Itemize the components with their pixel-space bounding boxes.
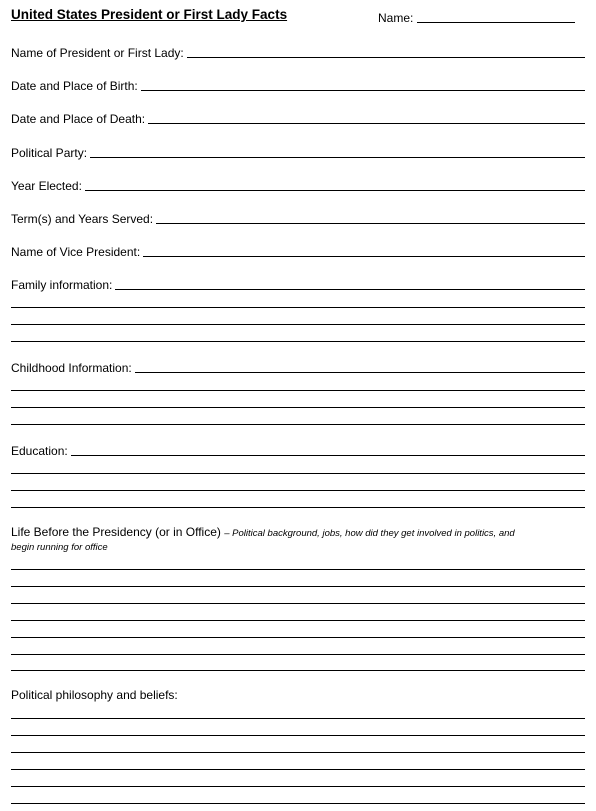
life-before-line[interactable] bbox=[11, 586, 585, 587]
education-line[interactable] bbox=[11, 507, 585, 508]
life-before-note-cont: begin running for office bbox=[11, 542, 108, 553]
family-line[interactable] bbox=[11, 341, 585, 342]
birth-field[interactable] bbox=[11, 77, 585, 93]
life-before-heading bbox=[11, 525, 515, 539]
family-line[interactable] bbox=[11, 324, 585, 325]
worksheet-title: United States President or First Lady Facts bbox=[11, 7, 288, 22]
childhood-field[interactable] bbox=[11, 359, 585, 375]
education-field[interactable] bbox=[11, 442, 585, 458]
philosophy-line[interactable] bbox=[11, 735, 585, 736]
life-before-line[interactable] bbox=[11, 620, 585, 621]
philosophy-line[interactable] bbox=[11, 769, 585, 770]
philosophy-line[interactable] bbox=[11, 752, 585, 753]
party-label: Political Party: bbox=[11, 146, 88, 160]
life-before-line[interactable] bbox=[11, 637, 585, 638]
philosophy-label: Political philosophy and beliefs: bbox=[11, 688, 178, 702]
life-before-note: – Political background, jobs, how did they get involved in politics, and bbox=[224, 528, 515, 539]
death-blank[interactable] bbox=[148, 123, 585, 124]
year-elected-field[interactable] bbox=[11, 177, 585, 193]
name-blank[interactable] bbox=[417, 21, 575, 23]
childhood-blank[interactable] bbox=[135, 372, 585, 373]
philosophy-line[interactable] bbox=[11, 718, 585, 719]
vice-president-blank[interactable] bbox=[143, 256, 585, 257]
president-name-label: Name of President or First Lady: bbox=[11, 46, 184, 60]
family-field[interactable] bbox=[11, 276, 585, 292]
childhood-line[interactable] bbox=[11, 424, 585, 425]
childhood-line[interactable] bbox=[11, 407, 585, 408]
family-label: Family information: bbox=[11, 278, 113, 292]
life-before-label: Life Before the Presidency (or in Office) bbox=[11, 525, 221, 539]
childhood-label: Childhood Information: bbox=[11, 361, 132, 375]
student-name-field[interactable] bbox=[378, 9, 575, 25]
president-name-blank[interactable] bbox=[187, 57, 585, 58]
life-before-line[interactable] bbox=[11, 603, 585, 604]
party-blank[interactable] bbox=[90, 157, 585, 158]
life-before-line[interactable] bbox=[11, 670, 585, 671]
family-blank[interactable] bbox=[115, 289, 585, 290]
terms-blank[interactable] bbox=[156, 223, 585, 224]
year-elected-label: Year Elected: bbox=[11, 179, 82, 193]
education-line[interactable] bbox=[11, 490, 585, 491]
death-label: Date and Place of Death: bbox=[11, 112, 146, 126]
education-blank[interactable] bbox=[71, 455, 585, 456]
philosophy-line[interactable] bbox=[11, 803, 585, 804]
birth-blank[interactable] bbox=[141, 90, 585, 91]
party-field[interactable] bbox=[11, 144, 585, 160]
education-line[interactable] bbox=[11, 473, 585, 474]
president-name-field[interactable] bbox=[11, 44, 585, 60]
vice-president-field[interactable] bbox=[11, 243, 585, 259]
death-field[interactable] bbox=[11, 110, 585, 126]
childhood-line[interactable] bbox=[11, 390, 585, 391]
family-line[interactable] bbox=[11, 307, 585, 308]
vice-president-label: Name of Vice President: bbox=[11, 245, 141, 259]
life-before-line[interactable] bbox=[11, 569, 585, 570]
education-label: Education: bbox=[11, 444, 68, 458]
terms-field[interactable] bbox=[11, 210, 585, 226]
philosophy-line[interactable] bbox=[11, 786, 585, 787]
life-before-line[interactable] bbox=[11, 654, 585, 655]
birth-label: Date and Place of Birth: bbox=[11, 79, 138, 93]
terms-label: Term(s) and Years Served: bbox=[11, 212, 154, 226]
year-elected-blank[interactable] bbox=[85, 190, 585, 191]
name-label: Name: bbox=[378, 11, 414, 25]
